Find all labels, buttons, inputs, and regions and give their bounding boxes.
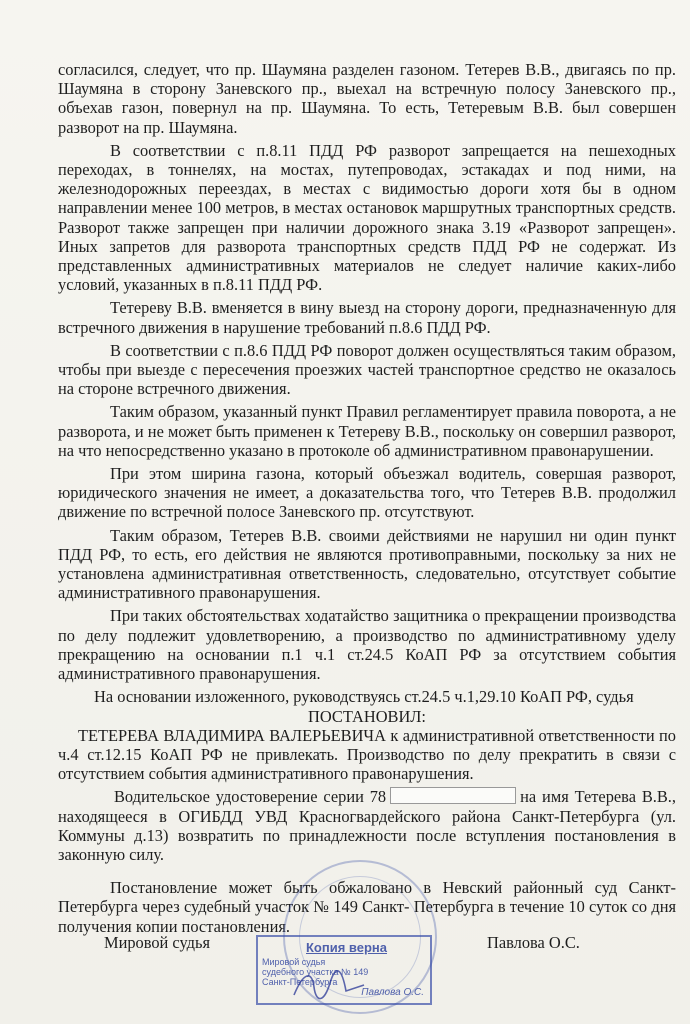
paragraph-9: На основании изложенного, руководствуясь ст.24.5 ч.1,29.10 КоАП РФ, судья <box>94 687 634 707</box>
judge-role: Мировой судья <box>104 933 211 952</box>
paragraph-1: согласился, следует, что пр. Шаумяна разделен газоном. Тетерев В.В., двигаясь по пр. Шаумяна в сторону Заневского пр., выехал на встречную полосу Заневского пр., объехав газон, повернул на пр. Шаумяна. То есть, Тетеревым В.В. был совершен разворот на пр. Шаумяна. <box>58 60 676 137</box>
paragraph-3: Тетереву В.В. вменяется в вину выезд на сторону дороги, предназначенную для встречного движения в нарушение требований п.8.6 ПДД РФ. <box>58 298 676 337</box>
paragraph-8: При таких обстоятельствах ходатайство защитника о прекращении производства по делу подлежит удовлетворению, а производство по административному уделу прекращению на основании п.1 ч.1 ст.24.5 КоАП РФ за отсутствием события административного правонарушения. <box>58 606 676 684</box>
stamp-name: Павлова О.С. <box>361 987 424 998</box>
stamp-line-2: судебного участка № 149 <box>262 967 369 977</box>
paragraph-2: В соответствии с п.8.11 ПДД РФ разворот запрещается на пешеходных переходах, в тоннелях, на мостах, путепроводах, эстакадах и под ними, на железнодорожных переездах, в местах с видимостью дороги хотя бы в одном направлении менее 100 метров, в местах остановок маршрутных транспортных средств. Разворот также запрещен при наличии дорожного знака 3.19 «Разворот запрещен». Иных запретов для разворота транспортных средств ПДД РФ не содержат. Из представленных административных материалов не следует наличие каких-либо условий, указанных в п.8.11 ПДД РФ. <box>58 140 676 295</box>
ruling-text: ТЕТЕРЕВА ВЛАДИМИРА ВАЛЕРЬЕВИЧА к административной ответственности по ч.4 ст.12.15 КоАП РФ не привлекать. Производство по делу прекратить в связи с отсутствием события административного правонарушения. <box>58 725 676 784</box>
redacted-number <box>390 787 516 804</box>
paragraph-4: В соответствии с п.8.6 ПДД РФ поворот должен осуществляться таким образом, чтобы при выезде с пересечения проезжих частей транспортное средство не оказалось на стороне встречного движения. <box>58 340 676 399</box>
ruling-heading: ПОСТАНОВИЛ: <box>308 706 426 726</box>
license-paragraph <box>58 787 676 864</box>
paragraph-6: При этом ширина газона, который объезжал водитель, совершая разворот, юридического значения не имеет, а доказательства того, что Тетерев В.В. продолжил движение по встречной полосе Заневского пр. отсутствуют. <box>58 464 676 522</box>
stamp-title: Копия верна <box>306 940 387 955</box>
appeal-paragraph: Постановление может быть обжаловано в Невский районный суд Санкт-Петербурга через судебный участок № 149 Санкт- Петербурга в течение 10 суток со дня получения копии постановления. <box>58 878 676 936</box>
license-text-before: Водительское удостоверение серии 78 <box>114 787 387 807</box>
document-body <box>58 60 676 940</box>
license-text-after: на имя Тетерева В.В., находящееся в ОГИБДД УВД Красногвардейского района Санкт-Петербурга (ул. Коммуны д.13) возвратить по принадлежности после вступления постановления в законную силу. <box>58 787 676 864</box>
handwritten-signature <box>290 965 370 1005</box>
paragraph-7: Таким образом, Тетерев В.В. своими действиями не нарушил ни один пункт ПДД РФ, то есть, его действия не являются противоправными, поскольку за них не установлена административная ответственность, следовательно, отсутствует событие административного правонарушения. <box>58 525 676 603</box>
stamp-line-1: Мировой судья <box>262 957 326 967</box>
paragraph-5: Таким образом, указанный пункт Правил регламентирует правила поворота, а не разворота, и не может быть применен к Тетереву В.В., поскольку он совершил разворот, на что непосредственно указано в протоколе об административном правонарушении. <box>58 402 676 460</box>
stamp-line-3: Санкт-Петербурга <box>262 977 338 987</box>
judge-name: Павлова О.С. <box>487 933 580 952</box>
